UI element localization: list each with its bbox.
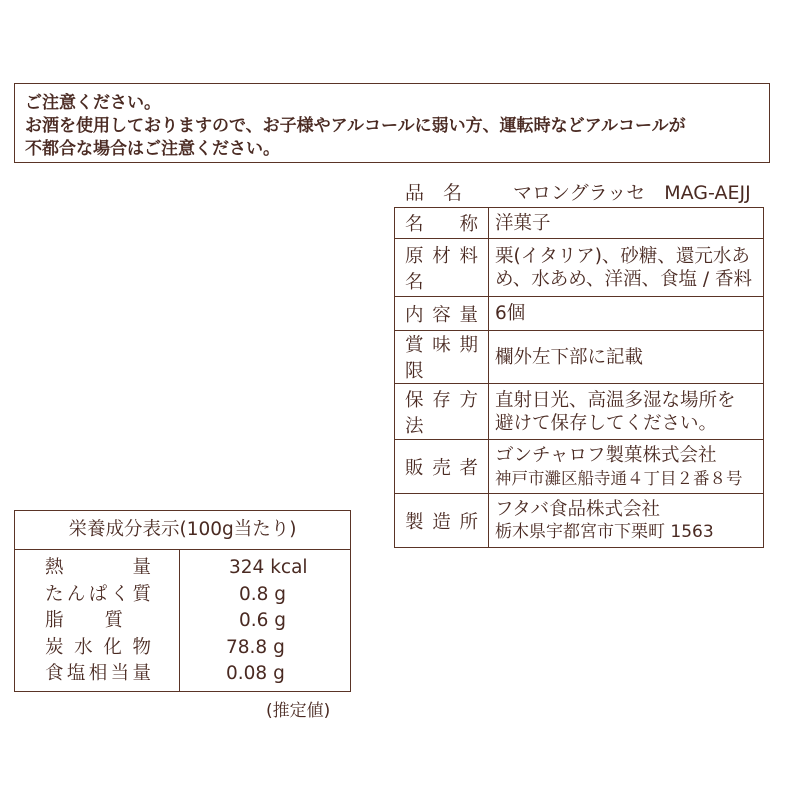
info-key: 原材料名 <box>395 239 489 297</box>
info-value-line: 神戸市灘区船寺通４丁目２番８号 <box>495 468 743 488</box>
nutrition-row-energy <box>15 555 350 582</box>
product-info-table <box>394 207 764 548</box>
info-row-storage <box>395 384 764 440</box>
caution-notice <box>14 83 770 163</box>
product-name-label: 品 名 <box>405 182 463 204</box>
info-value-line: 欄外左下部に記載 <box>495 346 644 368</box>
info-value-line: 避けて保存してください。 <box>495 412 718 434</box>
info-key: 販売者 <box>395 440 489 494</box>
info-row-name <box>395 208 764 239</box>
info-row-seller <box>395 440 764 494</box>
nutrition-key: 炭水化物 <box>45 636 151 658</box>
nutrition-value: 78.8 g <box>226 636 285 658</box>
info-value-line: 栃木県宇都宮市下栗町 1563 <box>495 521 714 542</box>
caution-line-2: お酒を使用しておりますので、お子様やアルコールに弱い方、運転時などアルコールが <box>25 116 686 136</box>
info-row-quantity <box>395 297 764 331</box>
nutrition-row-protein <box>15 582 350 609</box>
info-row-manufacturer <box>395 494 764 548</box>
caution-line-1: ご注意ください。 <box>25 93 161 113</box>
info-value-line: 洋菓子 <box>495 212 551 234</box>
nutrition-key: 熱量 <box>45 557 151 578</box>
nutrition-rows <box>15 555 350 688</box>
info-key: 保存方法 <box>395 384 489 440</box>
product-name-value: マロングラッセ MAG-AEJJ <box>513 182 751 204</box>
info-value-line: め、水あめ、洋酒、食塩 / 香料 <box>495 268 753 290</box>
info-key: 名称 <box>395 208 489 239</box>
nutrition-key: 脂質 <box>45 610 123 631</box>
info-key: 内容量 <box>395 297 489 331</box>
product-name-row <box>405 181 775 205</box>
nutrition-value: 0.08 g <box>226 663 285 684</box>
nutrition-table <box>14 510 351 692</box>
nutrition-key: たんぱく質 <box>45 583 151 605</box>
info-value-line: 栗(イタリア)、砂糖、還元水あ <box>495 245 750 267</box>
info-key: 製造所 <box>395 494 489 548</box>
info-row-best-before <box>395 331 764 384</box>
info-row-ingredients <box>395 239 764 297</box>
estimated-value-note: (推定値) <box>266 701 331 721</box>
nutrition-value: 324 kcal <box>229 557 308 578</box>
info-value-line: ゴンチャロフ製菓株式会社 <box>495 444 717 466</box>
nutrition-title: 栄養成分表示(100g当たり) <box>15 511 350 550</box>
nutrition-key: 食塩相当量 <box>45 663 151 684</box>
nutrition-row-salt <box>15 661 350 688</box>
nutrition-row-carbohydrate <box>15 635 350 662</box>
caution-line-3: 不都合な場合はご注意ください。 <box>25 139 280 159</box>
info-value-line: 6個 <box>495 303 526 324</box>
nutrition-value: 0.6 g <box>239 610 287 631</box>
nutrition-value: 0.8 g <box>239 583 287 605</box>
info-value-line: フタバ食品株式会社 <box>495 498 661 520</box>
info-value-line: 直射日光、高温多湿な場所を <box>495 389 736 411</box>
nutrition-row-fat <box>15 608 350 635</box>
info-key: 賞味期限 <box>395 331 489 384</box>
